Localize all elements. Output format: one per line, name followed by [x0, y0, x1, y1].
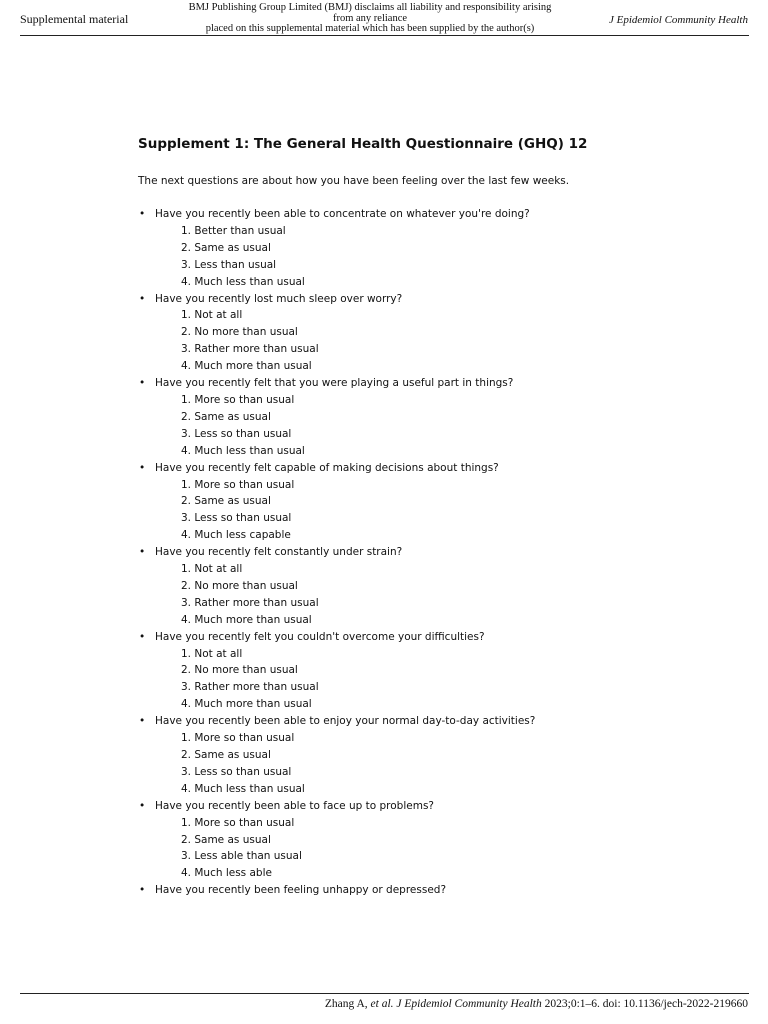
footer-author: Zhang A, — [324, 998, 371, 1010]
option-item: 4. Much more than usual — [181, 698, 312, 711]
question-list — [138, 206, 738, 899]
option-item: 1. Better than usual — [181, 224, 286, 237]
question-item — [138, 713, 738, 798]
bullet-marker: • — [139, 377, 146, 390]
question-item — [138, 291, 738, 376]
option-item: 2. Same as usual — [181, 749, 271, 761]
option-item: 3. Rather more than usual — [181, 681, 319, 694]
header-divider — [20, 35, 749, 36]
question-text: Have you recently lost much sleep over worry? — [155, 292, 403, 305]
option-item: 3. Less so than usual — [181, 427, 292, 440]
question-item — [138, 882, 738, 899]
option-item: 3. Less so than usual — [181, 765, 292, 778]
option-list — [155, 815, 738, 883]
document-body — [138, 134, 738, 897]
option-item: 3. Rather more than usual — [181, 343, 319, 356]
option-item: 1. Not at all — [181, 309, 243, 322]
option-item: 2. No more than usual — [181, 579, 298, 592]
question-text: Have you recently been feeling unhappy or depressed? — [155, 884, 447, 897]
option-item: 2. Same as usual — [181, 410, 271, 423]
bullet-marker: • — [139, 630, 146, 643]
bullet-marker: • — [139, 884, 146, 897]
footer-journal: et al. J Epidemiol Community Health — [370, 998, 542, 1010]
footer-divider — [20, 993, 749, 994]
option-item: 1. More so than usual — [181, 732, 295, 745]
option-item: 4. Much less able — [181, 867, 272, 880]
bullet-marker: • — [139, 292, 146, 305]
option-item: 4. Much more than usual — [181, 360, 312, 373]
header-section-label: Supplemental material — [20, 12, 129, 26]
document-intro: The next questions are about how you have been feeling over the last few weeks. — [138, 175, 570, 187]
option-item: 4. Much less than usual — [181, 782, 305, 795]
option-item: 4. Much less than usual — [181, 444, 305, 457]
question-item — [138, 544, 738, 629]
option-item: 3. Less than usual — [181, 258, 277, 271]
option-list — [155, 307, 738, 375]
question-item — [138, 798, 738, 883]
option-item: 1. More so than usual — [181, 478, 295, 491]
bullet-marker: • — [139, 461, 146, 474]
option-item: 3. Rather more than usual — [181, 596, 319, 609]
footer-citation: 2023;0:1–6. doi: 10.1136/jech-2022-219660 — [541, 998, 748, 1010]
option-item: 4. Much more than usual — [181, 613, 312, 626]
option-item: 3. Less so than usual — [181, 512, 292, 525]
option-item: 4. Much less than usual — [181, 275, 305, 288]
question-item — [138, 629, 738, 714]
option-item: 2. Same as usual — [181, 241, 271, 254]
bullet-marker: • — [139, 546, 146, 559]
option-list — [155, 730, 738, 798]
question-text: Have you recently felt constantly under strain? — [155, 546, 403, 559]
option-item: 1. More so than usual — [181, 816, 295, 829]
option-item: 2. No more than usual — [181, 326, 298, 339]
option-item: 3. Less able than usual — [181, 850, 302, 863]
question-text: Have you recently felt that you were playing a useful part in things? — [155, 377, 514, 390]
option-item: 1. Not at all — [181, 563, 243, 576]
question-item — [138, 206, 738, 291]
question-text: Have you recently been able to concentrate on whatever you're doing? — [155, 208, 530, 220]
question-text: Have you recently been able to face up to problems? — [155, 799, 434, 812]
option-item: 2. Same as usual — [181, 495, 271, 508]
question-text: Have you recently been able to enjoy your normal day-to-day activities? — [155, 715, 536, 728]
option-item: 2. Same as usual — [181, 833, 271, 846]
option-item: 1. More so than usual — [181, 393, 295, 406]
option-item: 2. No more than usual — [181, 664, 298, 677]
header-disclaimer-line-2: placed on this supplemental material which has been supplied by the author(s) — [205, 23, 535, 34]
question-text: Have you recently felt you couldn't overcome your difficulties? — [155, 630, 485, 643]
header-disclaimer — [180, 3, 560, 35]
option-list — [155, 223, 738, 291]
question-text: Have you recently felt capable of making decisions about things? — [155, 461, 499, 474]
header-disclaimer-line-1: BMJ Publishing Group Limited (BMJ) disclaims all liability and responsibility arising from any reliance — [188, 2, 552, 24]
option-list — [155, 561, 738, 629]
page-header — [0, 0, 768, 36]
option-item: 4. Much less capable — [181, 529, 291, 542]
option-item: 1. Not at all — [181, 647, 243, 660]
option-list — [155, 392, 738, 460]
bullet-marker: • — [139, 208, 146, 220]
option-list — [155, 646, 738, 714]
page-footer — [325, 998, 748, 1010]
header-journal-name: J Epidemiol Community Health — [608, 14, 748, 26]
bullet-marker: • — [139, 799, 146, 812]
option-list — [155, 477, 738, 545]
question-item — [138, 375, 738, 460]
bullet-marker: • — [139, 715, 146, 728]
question-item — [138, 460, 738, 545]
document-title: Supplement 1: The General Health Questionnaire (GHQ) 12 — [138, 136, 588, 152]
